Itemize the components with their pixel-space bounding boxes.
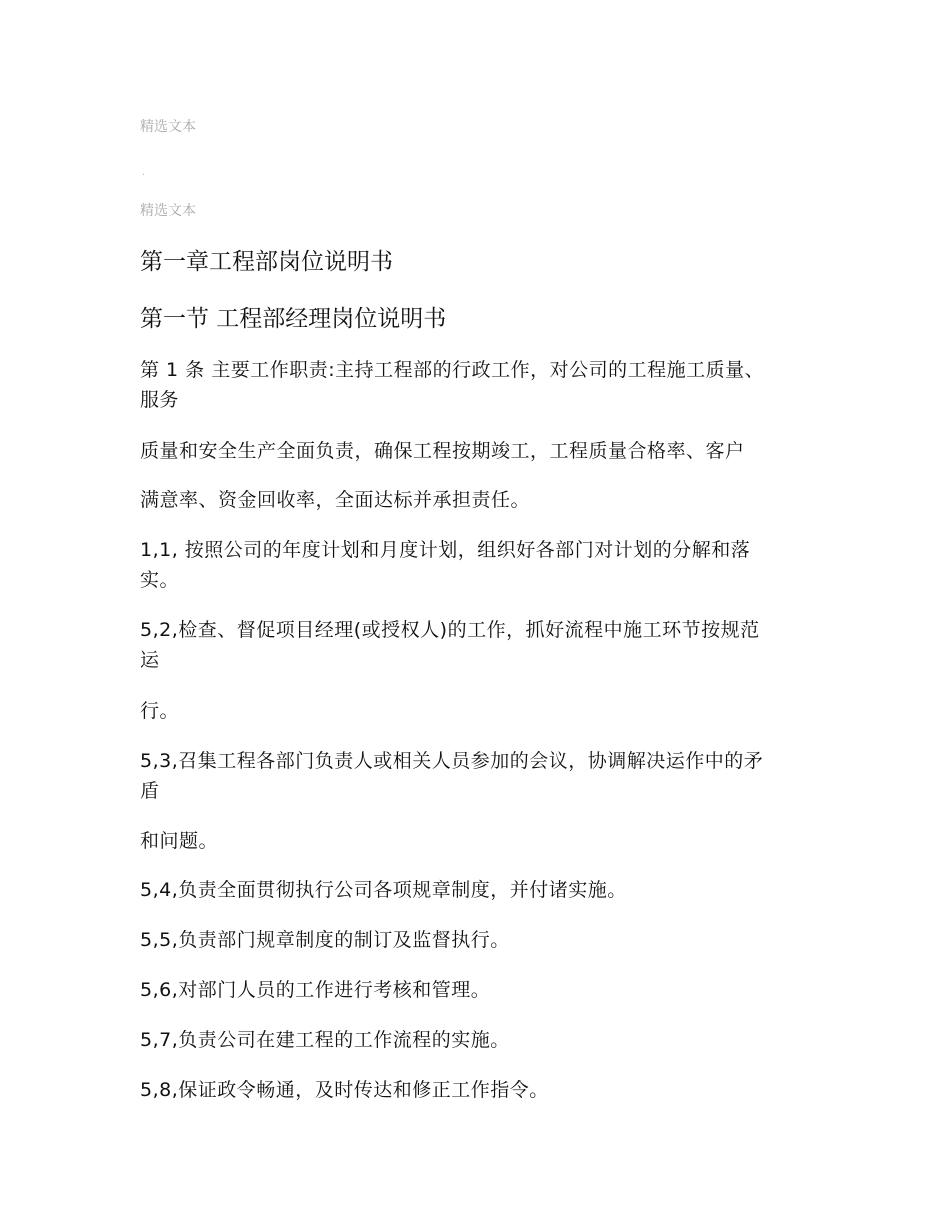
paragraph-line: 服务 (140, 389, 180, 411)
paragraph-line: 行。 (140, 700, 180, 722)
paragraph-line: 1,1, 按照公司的年度计划和月度计划，组织好各部门对计划的分解和落 (140, 539, 751, 561)
paragraph-line: 5,2,检查、督促项目经理(或授权人)的工作，抓好流程中施工环节按规范 (140, 619, 760, 641)
watermark-text-top: 精选文本 (140, 119, 196, 135)
paragraph-line: 质量和安全生产全面负责，确保工程按期竣工，工程质量合格率、客户 (140, 440, 745, 462)
paragraph-line: 5,5,负责部门规章制度的制订及监督执行。 (140, 929, 510, 951)
paragraph-line: 和问题。 (140, 830, 219, 852)
paragraph-line: 盾 (140, 780, 160, 802)
paragraph-line: 实。 (140, 569, 180, 591)
paragraph-line: 运 (140, 649, 160, 671)
paragraph-line: 5,7,负责公司在建工程的工作流程的实施。 (140, 1029, 510, 1051)
watermark-text-second: 精选文本 (140, 203, 196, 219)
separator-dot: . (142, 167, 146, 178)
paragraph-line: 5,3,召集工程各部门负责人或相关人员参加的会议，协调解决运作中的矛 (140, 750, 764, 772)
chapter-title: 第一章工程部岗位说明书 (140, 249, 393, 275)
paragraph-line: 5,6,对部门人员的工作进行考核和管理。 (140, 979, 491, 1001)
section-title: 第一节 工程部经理岗位说明书 (140, 306, 447, 332)
paragraph-line: 第 1 条 主要工作职责:主持工程部的行政工作，对公司的工程施工质量、 (140, 359, 765, 381)
paragraph-line: 5,8,保证政令畅通，及时传达和修正工作指令。 (140, 1079, 549, 1101)
paragraph-line: 5,4,负责全面贯彻执行公司各项规章制度，并付诸实施。 (140, 879, 627, 901)
paragraph-line: 满意率、资金回收率，全面达标并承担责任。 (140, 489, 531, 511)
